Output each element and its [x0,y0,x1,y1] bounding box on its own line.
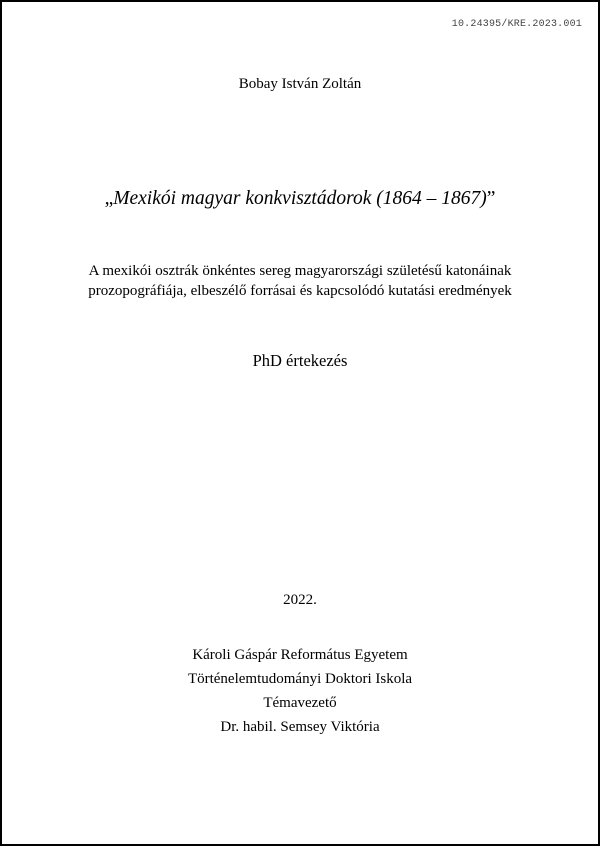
title-text: Mexikói magyar konkvisztádorok (1864 – 1867) [113,188,487,209]
doctoral-school: Történelemtudományi Doktori Iskola [187,671,413,687]
degree-type: PhD értekezés [252,351,348,370]
institution-block [2,643,598,739]
title-close-quote: ” [486,188,496,209]
title-open-quote: „ [104,188,114,209]
supervisor-label: Témavezető [263,695,337,711]
university-name: Károli Gáspár Református Egyetem [192,647,408,663]
thesis-subtitle [2,261,598,301]
supervisor-name: Dr. habil. Semsey Viktória [220,719,380,735]
publication-year: 2022. [283,592,317,608]
subtitle-line-2: prozopográfiája, elbeszélő forrásai és kapcsolódó kutatási eredmények [88,283,512,299]
thesis-title [2,188,598,210]
author-name: Bobay István Zoltán [238,76,362,92]
doi-identifier: 10.24395/KRE.2023.001 [451,19,582,30]
subtitle-line-1: A mexikói osztrák önkéntes sereg magyarországi születésű katonáinak [88,263,512,279]
